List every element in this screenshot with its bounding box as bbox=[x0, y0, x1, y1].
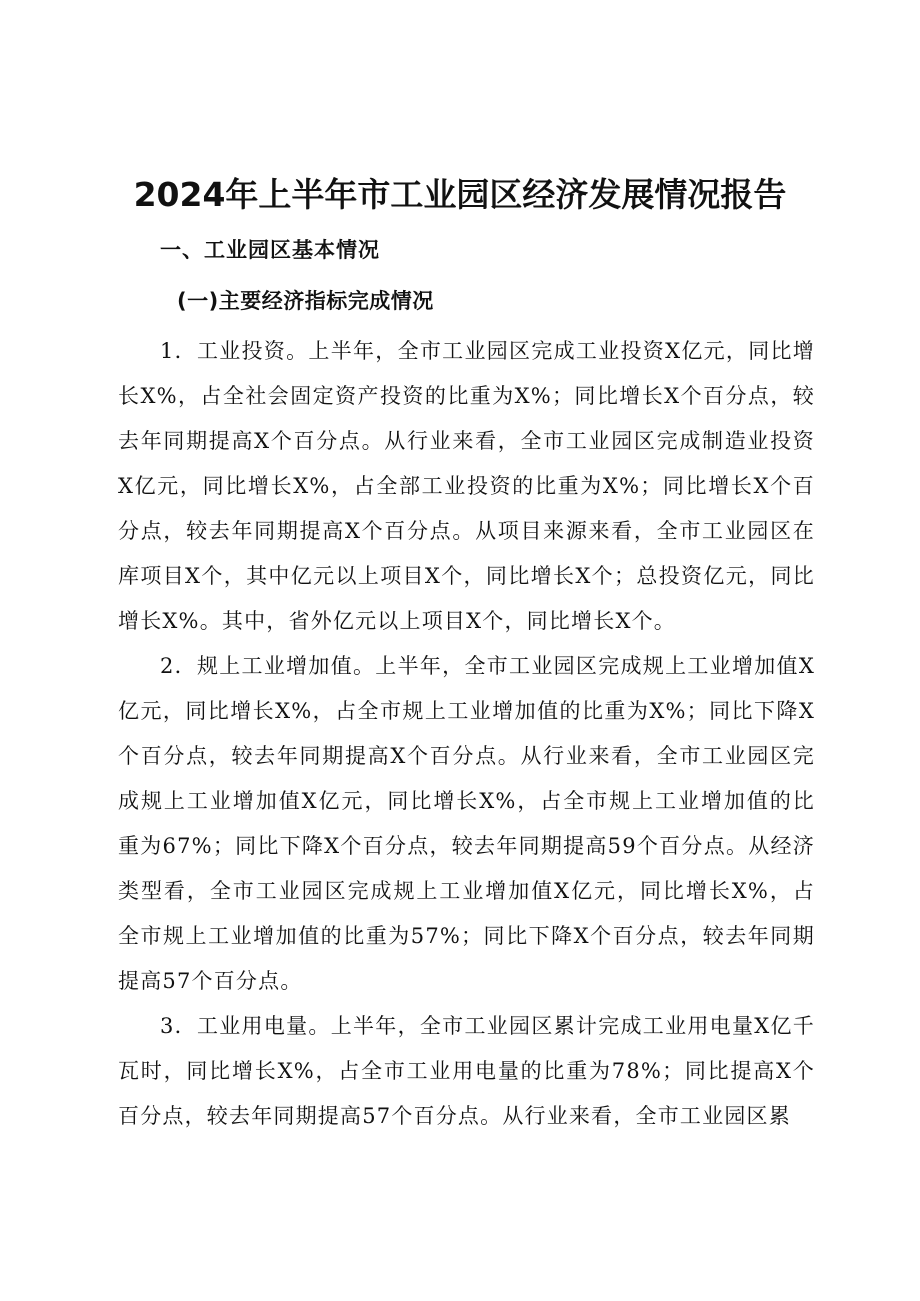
paragraph-industrial-electricity: 3．工业用电量。上半年，全市工业园区累计完成工业用电量X亿千瓦时，同比增长X%，占全市工业用电量的比重为78%；同比提高X个百分点，较去年同期提高57个百分点。从行业来看，全市工业园区累 bbox=[118, 1014, 815, 1128]
document-title: 2024年上半年市工业园区经济发展情况报告 bbox=[133, 175, 787, 214]
subsection-heading-main-indicators: (一)主要经济指标完成情况 bbox=[177, 289, 434, 313]
paragraph-industrial-investment: 1．工业投资。上半年，全市工业园区完成工业投资X亿元，同比增长X%，占全社会固定资产投资的比重为X%；同比增长X个百分点，较去年同期提高X个百分点。从行业来看，全市工业园区完成制造业投资X亿元，同比增长X%，占全部工业投资的比重为X%；同比增长X个百分点，较去年同期提高X个百分点。从项目来源来看，全市工业园区在库项目X个，其中亿元以上项目X个，同比增长X个；总投资亿元，同比增长X%。其中，省外亿元以上项目X个，同比增长X个。 bbox=[118, 339, 815, 633]
paragraph-industrial-added-value: 2．规上工业增加值。上半年，全市工业园区完成规上工业增加值X亿元，同比增长X%，占全市规上工业增加值的比重为X%；同比下降X个百分点，较去年同期提高X个百分点。从行业来看，全市工业园区完成规上工业增加值X亿元，同比增长X%，占全市规上工业增加值的比重为67%；同比下降X个百分点，较去年同期提高59个百分点。从经济类型看，全市工业园区完成规上工业增加值X亿元，同比增长X%，占全市规上工业增加值的比重为57%；同比下降X个百分点，较去年同期提高57个百分点。 bbox=[118, 654, 815, 993]
section-heading-basic-situation: 一、工业园区基本情况 bbox=[160, 238, 380, 262]
document-body bbox=[118, 329, 815, 1139]
